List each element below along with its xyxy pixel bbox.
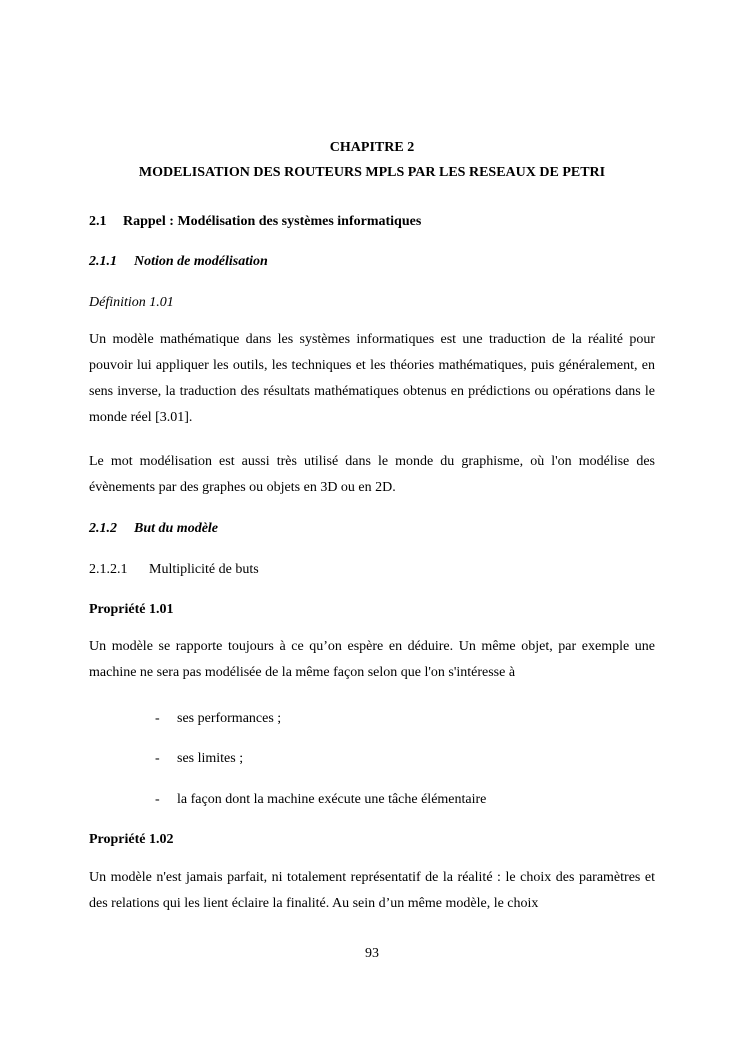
chapter-title: MODELISATION DES ROUTEURS MPLS PAR LES RESEAUX DE PETRI	[138, 165, 606, 180]
bullet-dash: -	[155, 792, 160, 807]
section-title: Multiplicité de buts	[149, 562, 259, 577]
propriete-1-02-label: Propriété 1.02	[89, 832, 174, 847]
paragraph-3: Un modèle se rapporte toujours à ce qu’on espère en déduire. Un même objet, par exemple une machine ne sera pas modélisée de la même façon selon que l'on s'intéresse à	[89, 639, 655, 680]
section-number: 2.1	[89, 214, 107, 229]
paragraph-1: Un modèle mathématique dans les systèmes informatiques est une traduction de la réalité pour pouvoir lui appliquer les outils, les techniques et les théories mathématiques, puis généralement, en sens inverse, la traduction des résultats mathématiques obtenus en prédictions ou opérations dans le monde réel [3.01].	[89, 332, 655, 425]
list-item	[89, 791, 655, 808]
section-title: Notion de modélisation	[134, 254, 268, 269]
section-title: But du modèle	[134, 521, 219, 536]
section-heading-2-1-1	[89, 253, 268, 270]
bullet-dash: -	[155, 711, 160, 726]
section-heading-2-1-2-1	[89, 561, 259, 578]
propriete-1-01-label: Propriété 1.01	[89, 602, 174, 617]
document-page	[89, 0, 655, 1053]
page-number: 93	[365, 946, 379, 961]
section-heading-2-1	[89, 213, 421, 230]
paragraph-4: Un modèle n'est jamais parfait, ni totalement représentatif de la réalité : le choix des paramètres et des relations qui les lient éclaire la finalité. Au sein d’un même modèle, le choix	[89, 870, 655, 911]
chapter-label: CHAPITRE 2	[329, 140, 415, 155]
bullet-dash: -	[155, 751, 160, 766]
bullet-text: ses limites ;	[177, 751, 244, 766]
section-title: Rappel : Modélisation des systèmes informatiques	[123, 214, 422, 229]
definition-label: Définition 1.01	[89, 295, 174, 310]
section-number: 2.1.1	[89, 254, 117, 269]
list-item	[89, 710, 655, 727]
list-item	[89, 750, 655, 767]
section-number: 2.1.2	[89, 521, 117, 536]
section-number: 2.1.2.1	[89, 562, 128, 577]
bullet-text: ses performances ;	[177, 711, 282, 726]
paragraph-2: Le mot modélisation est aussi très utilisé dans le monde du graphisme, où l'on modélise des évènements par des graphes ou objets en 3D ou en 2D.	[89, 454, 655, 495]
section-heading-2-1-2	[89, 520, 218, 537]
bullet-text: la façon dont la machine exécute une tâche élémentaire	[177, 792, 487, 807]
